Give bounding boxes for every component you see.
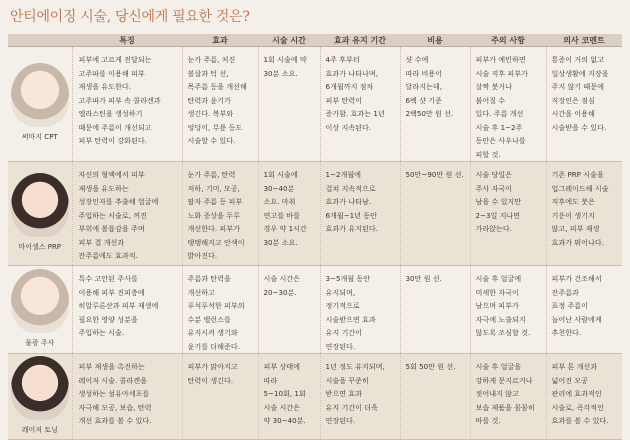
cost-cell: 샷 수에 따라 비용이 달라지는데, 6백 샷 기준 2백50만 원 선. (400, 47, 470, 162)
time-cell: 피부 상태에 따라 5~10회, 1회 시술 시간은 약 30~40분. (258, 354, 320, 440)
effect-cell: 피부가 맑아지고 탄력이 생긴다. (182, 354, 258, 440)
treatment-name: 마이셀스 PRP (18, 242, 62, 251)
header-row (8, 34, 622, 47)
caution-cell: 시술 후 얼굴을 강하게 문지르거나 씻어내지 않고 보습 제품을 꼼꼼히 바를 것. (470, 354, 546, 440)
column-header: 특징 (72, 34, 182, 47)
table-row (8, 162, 622, 266)
time-cell: 1회 시술에 30~40분 소요. 마취 연고를 바를 경우 약 1시간 30분 소요. (258, 162, 320, 266)
treatment-cell (8, 162, 72, 266)
feature-cell: 피부 재생을 촉진하는 레이저 시술. 콜라겐을 생성하는 섬유아세포를 자극해 모공, 보습, 탄력 개선 효과를 볼 수 있다. (72, 354, 182, 440)
caution-cell: 시술 당일은 주사 자국이 남을 수 있지만 2~3일 지나면 가라앉는다. (470, 162, 546, 266)
column-header: 효과 유지 기간 (320, 34, 400, 47)
portrait-image (11, 63, 69, 127)
caution-cell: 시술 후 얼굴에 미세한 자국이 남으며 피부가 자극에 노출되지 않도록 조심할 것. (470, 266, 546, 354)
treatment-name: 물광 주사 (25, 338, 55, 347)
duration-cell: 1년 정도 유지되며, 시술을 꾸준히 받으면 효과 유지 기간이 더욱 연장된다. (320, 354, 400, 440)
table-row (8, 266, 622, 354)
column-header: 효과 (182, 34, 258, 47)
effect-cell: 주름과 탄력을 개선하고 푸석푸석한 피부의 수분 밸런스를 유지시켜 생기와 윤기를 더해준다. (182, 266, 258, 354)
column-header: 주의 사항 (470, 34, 546, 47)
table-row (8, 354, 622, 440)
portrait-image (11, 356, 69, 420)
feature-cell: 자신의 혈액에서 피부 재생을 유도하는 성장인자를 추출해 얼굴에 주입하는 시술로, 꺼진 부위에 볼륨감을 주며 피부 결 개선과 잔주름에도 효과적. (72, 162, 182, 266)
treatment-cell (8, 47, 72, 162)
page-title: 안티에이징 시술, 당신에게 필요한 것은? (10, 9, 250, 25)
comment-cell: 통증이 거의 없고 일상생활에 지장을 주지 않기 때문에 직장인은 점심 시간을 이용해 시술받을 수 있다. (546, 47, 622, 162)
time-cell: 1회 시술에 약 30분 소요. (258, 47, 320, 162)
effect-cell: 눈가 주름, 탄력 저하, 기미, 모공, 팔자 주름 등 피부 노화 증상을 두루 개선한다. 피부가 탱탱해지고 안색이 밝아진다. (182, 162, 258, 266)
portrait-image (11, 269, 69, 333)
effect-cell: 눈가 주름, 처진 볼살과 턱 선, 목주름 등을 개선해 탄력과 윤기가 생긴다. 복부와 엉덩이, 무릎 등도 시술할 수 있다. (182, 47, 258, 162)
table-row (8, 47, 622, 162)
cost-cell: 50만~90만 원 선. (400, 162, 470, 266)
feature-cell: 특수 고안된 주사를 이용해 피부 진피층에 히알루론산과 피부 재생에 필요한 영양 성분을 주입하는 시술. (72, 266, 182, 354)
treatment-name: 레이저 토닝 (21, 425, 58, 434)
column-header: 비용 (400, 34, 470, 47)
comment-cell: 피부가 건조해서 잔주름과 표정 주름이 늘어난 사람에게 추천한다. (546, 266, 622, 354)
feature-cell: 피부에 고르게 전달되는 고주파를 이용해 피부 재생을 유도한다. 고주파가 피부 속 콜라겐과 엘라스틴을 생성하기 때문에 주름이 개선되고 피부 탄력이 강화된다. (72, 47, 182, 162)
treatment-cell (8, 354, 72, 440)
cost-cell: 5회 50만 원 선. (400, 354, 470, 440)
treatment-cell (8, 266, 72, 354)
duration-cell: 3~5개월 동안 유지되며, 정기적으로 시술받으면 효과 유지 기간이 연장된다. (320, 266, 400, 354)
column-header: 시술 시간 (258, 34, 320, 47)
treatment-table (8, 34, 622, 440)
cost-cell: 30만 원 선. (400, 266, 470, 354)
comment-cell: 기존 PRP 시술을 업그레이드해 시술 직후에도 붓은 기운이 생기지 않고, 피부 재생 효과가 뛰어나다. (546, 162, 622, 266)
duration-cell: 4주 후부터 효과가 나타나며, 6개월까지 점차 피부 탄력이 증가함. 효과는 1년 이상 지속된다. (320, 47, 400, 162)
caution-cell: 피부가 예민하면 시술 직후 피부가 살짝 붓거나 붉어질 수 있다. 주름 개선 시술 후 1~2주 동안은 사우나를 피할 것. (470, 47, 546, 162)
column-header (8, 34, 72, 47)
column-header: 의사 코멘트 (546, 34, 622, 47)
portrait-image (11, 173, 69, 237)
duration-cell: 1~2개월에 걸쳐 지속적으로 효과가 나타남. 6개월~1년 동안 효과가 유지된다. (320, 162, 400, 266)
comment-cell: 피부 톤 개선과 넓어진 모공 관리에 효과적인 시술로, 즉각적인 효과를 볼 수 있다. (546, 354, 622, 440)
time-cell: 시술 시간은 20~30분. (258, 266, 320, 354)
treatment-name: 써마지 CPT (21, 133, 58, 142)
